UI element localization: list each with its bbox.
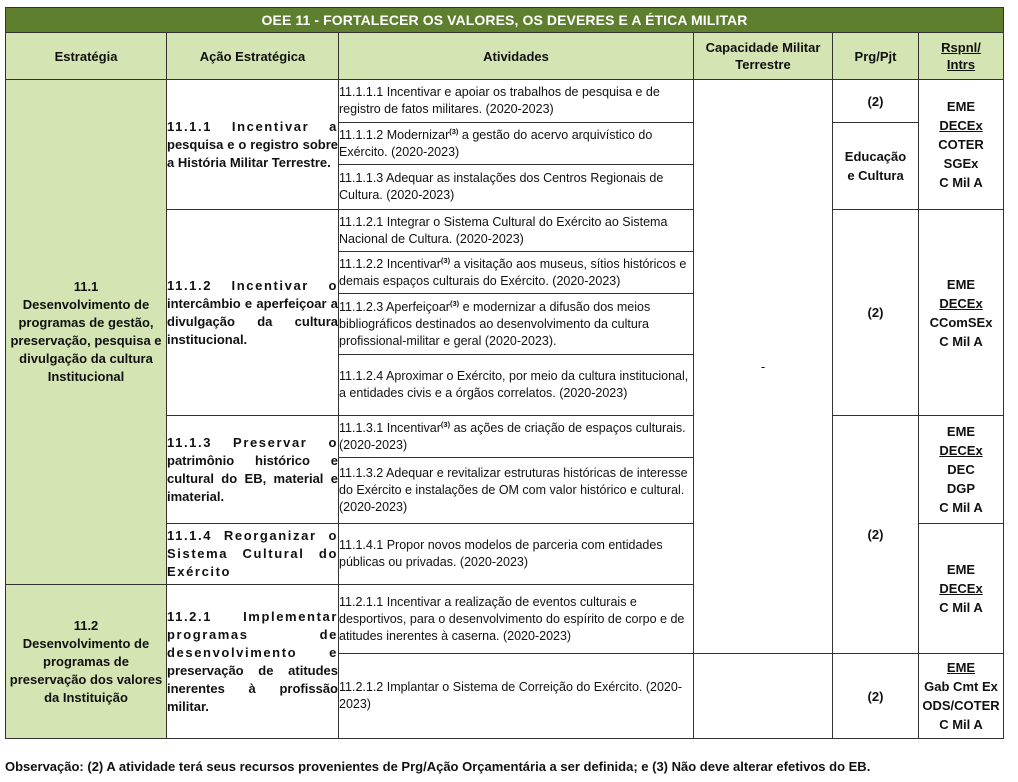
strategy-11-2: [6, 585, 167, 739]
rspnl-line: C Mil A: [939, 500, 983, 515]
activity-text: 11.1.4.1 Propor novos modelos de parceria com entidades públicas ou privadas. (2020-2023): [339, 538, 663, 569]
header-acao: Ação Estratégica: [167, 33, 339, 80]
rspnl-line: SGEx: [943, 156, 979, 171]
acao-rest: preservação de atitudes inerentes à profissão militar.: [167, 662, 338, 714]
rspnl-line: C Mil A: [939, 333, 983, 349]
rspnl-line: EME: [946, 99, 976, 114]
activity-11-1-1-3: [339, 165, 694, 210]
activity-text: 11.1.2.4 Aproximar o Exército, por meio da cultura institucional, a entidades civis e a órgãos correlatos. (2020-2023): [339, 369, 689, 400]
rspnl-line: ODS/COTER: [922, 698, 1000, 713]
acao-11-1-3: [167, 416, 339, 524]
footnote-marker: (3): [449, 126, 459, 136]
rspnl-line: EME: [946, 660, 976, 675]
footnote-marker: (3): [440, 255, 451, 265]
footnote-marker: (3): [449, 298, 460, 308]
activity-text: 11.1.3.1 Incentivar: [339, 420, 441, 435]
rspnl-group-2: [919, 210, 1004, 416]
strategy-text: Desenvolvimento de programas de gestão, preservação, pesquisa e divulgação da cultura Institucional: [10, 297, 162, 384]
prg-line: Educação: [844, 149, 907, 164]
prg-cell-3: (2): [833, 210, 919, 416]
acao-11-1-1: [167, 80, 339, 210]
activity-11-1-2-3: [339, 294, 694, 355]
activity-text: 11.1.2.3 Aperfeiçoar: [339, 299, 450, 314]
strategy-code: 11.2: [73, 617, 99, 633]
acao-lead: 11.1.2 Incentivar o: [167, 277, 338, 293]
header-capacidade: [694, 33, 833, 80]
strategy-text: Desenvolvimento de programas de preservação dos valores da Instituição: [9, 635, 163, 705]
activity-text: 11.1.1.3 Adequar as instalações dos Centros Regionais de Cultura. (2020-2023): [339, 171, 664, 202]
header-rspnl: [919, 33, 1004, 80]
rspnl-line: DGP: [946, 481, 976, 496]
rspnl-line: DECEx: [939, 443, 983, 458]
prg-cell-4: (2): [833, 416, 919, 654]
capacidade-cell-last: [694, 654, 833, 739]
observation-footnote: Observação: (2) A atividade terá seus recursos provenientes de Prg/Ação Orçamentária a ser definida; e (3) Não deve alterar efetivos do EB.: [5, 759, 871, 774]
table-title: OEE 11 - FORTALECER OS VALORES, OS DEVERES E A ÉTICA MILITAR: [6, 8, 1004, 33]
header-capacidade-line2: Terrestre: [735, 57, 791, 72]
rspnl-line: EME: [946, 276, 976, 292]
activity-text: 11.1.2.2 Incentivar: [339, 256, 441, 271]
activity-text: 11.2.1.2 Implantar o Sistema de Correição do Exército. (2020-2023): [339, 680, 682, 711]
rspnl-line: C Mil A: [939, 600, 983, 615]
activity-text: 11.1.1.2 Modernizar: [339, 127, 450, 142]
rspnl-line: Gab Cmt Ex: [924, 679, 998, 694]
header-capacidade-line1: Capacidade Militar: [705, 40, 821, 55]
activity-text: 11.1.2.1 Integrar o Sistema Cultural do Exército ao Sistema Nacional de Cultura. (2020-2023): [339, 214, 668, 246]
acao-11-1-4: [167, 524, 339, 585]
acao-rest: patrimônio histórico e cultural do EB, material e imaterial.: [167, 452, 338, 504]
rspnl-line: EME: [946, 562, 976, 577]
activity-11-1-2-2: [339, 252, 694, 294]
rspnl-line: DECEx: [939, 118, 983, 133]
activity-text: 11.1.3.2 Adequar e revitalizar estruturas históricas de interesse do Exército e instalações de OM com valor histórico e cultural. (2020-2023): [339, 466, 688, 514]
header-atividades: Atividades: [339, 33, 694, 80]
header-rspnl-line2: Intrs: [946, 57, 976, 72]
footnote-marker: (3): [440, 419, 451, 429]
rspnl-group-5: [919, 654, 1004, 739]
acao-lead: 11.2.1 Implementar programas de desenvolvimento e: [167, 608, 338, 660]
acao-lead: 11.1.3 Preservar o: [167, 434, 338, 450]
activity-11-1-2-4: [339, 355, 694, 416]
prg-cell-5: (2): [833, 654, 919, 739]
oee-table: [5, 7, 1004, 739]
activity-text: a gestão do acervo arquivístico do Exército. (2020-2023): [339, 127, 653, 159]
rspnl-line: DECEx: [939, 581, 983, 596]
activity-text: 11.1.1.1 Incentivar e apoiar os trabalhos de pesquisa e de registro de fatos militares. (2020-2023): [339, 85, 660, 116]
rspnl-line: CComSEx: [929, 314, 993, 330]
activity-text: e modernizar a difusão dos meios bibliográficos destinados ao desenvolvimento da cultura profissional-militar e geral (2020-2023).: [339, 299, 651, 348]
rspnl-line: DEC: [947, 462, 975, 477]
rspnl-line: DECEx: [939, 295, 983, 311]
acao-rest: pesquisa e o registro sobre a História Militar Terrestre.: [167, 136, 338, 170]
strategy-11-1: [6, 80, 167, 585]
acao-lead: 11.1.4 Reorganizar o Sistema Cultural do Exército: [167, 528, 338, 579]
capacidade-cell: -: [694, 80, 833, 654]
activity-text: as ações de criação de espaços culturais. (2020-2023): [339, 420, 686, 452]
rspnl-group-4: [919, 524, 1004, 654]
activity-11-2-1-1: [339, 585, 694, 654]
activity-11-1-1-2: [339, 123, 694, 165]
activity-11-2-1-2: [339, 654, 694, 739]
header-prg: Prg/Pjt: [833, 33, 919, 80]
acao-lead: 11.1.1 Incentivar a: [167, 118, 338, 134]
prg-cell-1: (2): [833, 80, 919, 123]
rspnl-line: C Mil A: [939, 175, 983, 190]
activity-11-1-3-1: [339, 416, 694, 458]
rspnl-group-3: [919, 416, 1004, 524]
header-rspnl-line1: Rspnl/: [941, 40, 981, 55]
rspnl-line: C Mil A: [939, 717, 983, 732]
strategy-code: 11.1: [73, 279, 99, 294]
rspnl-group-1: [919, 80, 1004, 210]
activity-text: 11.2.1.1 Incentivar a realização de eventos culturais e desportivos, para o desenvolvimento do espírito de corpo e de atitudes inerentes à caserna. (2020-2023): [339, 594, 685, 643]
activity-11-1-1-1: [339, 80, 694, 123]
activity-11-1-3-2: [339, 458, 694, 524]
activity-11-1-2-1: [339, 210, 694, 252]
activity-11-1-4-1: [339, 524, 694, 585]
header-estrategia: Estratégia: [6, 33, 167, 80]
acao-11-2-1: [167, 585, 339, 739]
acao-rest: intercâmbio e aperfeiçoar a divulgação da cultura institucional.: [167, 295, 338, 347]
rspnl-line: EME: [946, 424, 976, 439]
prg-line: e Cultura: [847, 168, 904, 183]
activity-text: a visitação aos museus, sítios históricos e demais espaços culturais do Exército. (2020-2023): [339, 256, 687, 288]
rspnl-line: COTER: [938, 137, 984, 152]
acao-11-1-2: [167, 210, 339, 416]
prg-cell-2: [833, 123, 919, 210]
